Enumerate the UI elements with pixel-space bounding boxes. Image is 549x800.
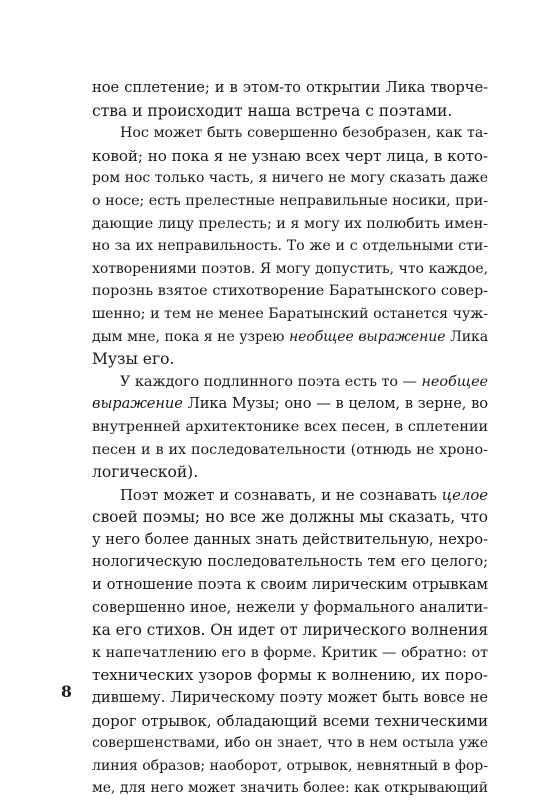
text-line	[92, 371, 488, 394]
text-segment: дорог отрывок, обладающий всеми техническими	[92, 711, 488, 730]
text-segment: но за их неправильность. То же и с отдельными сти-	[92, 238, 488, 255]
text-segment: внутренней архитектонике всех песен, в сплетении	[92, 418, 488, 435]
text-line	[92, 755, 488, 778]
text-line	[92, 235, 488, 258]
text-line	[92, 484, 488, 507]
text-segment: хотворениями поэтов. Я могу допустить, что каждое,	[92, 260, 488, 277]
text-line	[92, 190, 488, 213]
text-segment: ное сплетение; и в этом-то открытии Лика творче-	[92, 79, 488, 96]
text-line	[92, 303, 488, 326]
text-segment: дающие лицу прелесть; и я могу их полюбить имен-	[92, 215, 488, 232]
text-line	[92, 167, 488, 190]
text-line	[92, 687, 488, 710]
text-line	[92, 777, 488, 800]
text-line	[92, 439, 488, 462]
italic-text: необщее	[421, 373, 488, 390]
text-line	[92, 461, 488, 484]
text-segment: о носе; есть прелестные неправильные носики, при-	[92, 192, 488, 209]
text-line	[92, 326, 488, 349]
page-number: 8	[61, 682, 72, 701]
text-line	[92, 642, 488, 665]
text-line	[92, 506, 488, 529]
text-line	[92, 280, 488, 303]
text-segment: дившему. Лирическому поэту может быть вовсе не	[92, 689, 488, 707]
text-segment: у него более данных знать действительную, нехро-	[92, 530, 488, 548]
text-line	[92, 100, 488, 123]
text-line	[92, 597, 488, 620]
text-line	[92, 416, 488, 439]
text-segment: шенно; и тем не менее Баратынский останется чуж-	[92, 305, 488, 322]
text-segment: ства и происходит наша встреча с поэтами.	[92, 101, 453, 120]
text-line	[92, 664, 488, 687]
text-segment: Музы его.	[92, 350, 175, 369]
text-line	[92, 574, 488, 597]
text-segment: линия образов; наоборот, отрывок, невнятный в фор-	[92, 757, 488, 774]
text-line	[92, 710, 488, 733]
italic-text: целое	[441, 485, 488, 504]
text-line	[92, 393, 488, 416]
text-segment: Поэт может и сознавать, и не сознавать	[120, 485, 442, 504]
text-segment: логической).	[92, 463, 199, 482]
text-segment: и отношение поэта к своим лирическим отрывкам	[92, 576, 488, 594]
text-line	[92, 348, 488, 371]
text-segment: У каждого подлинного поэта есть то —	[120, 373, 422, 390]
text-line	[92, 77, 488, 100]
text-segment: к напечатлению его в форме. Критик — обратно: от	[92, 644, 488, 661]
text-segment: ка его стихов. Он идет от лирического волнения	[92, 621, 488, 640]
text-segment: Нос может быть совершенно безобразен, как та-	[120, 125, 488, 142]
text-line	[92, 122, 488, 145]
text-segment: порознь взятое стихотворение Баратынского совер-	[92, 283, 488, 300]
text-segment: Лика Музы; оно — в целом, в зерне, во	[182, 395, 488, 413]
text-segment: дым мне, пока я не узрею	[92, 328, 289, 345]
text-line	[92, 145, 488, 168]
italic-text: необщее выражение	[289, 328, 446, 345]
text-segment: совершенно иное, нежели у формального аналити-	[92, 598, 488, 616]
text-segment: ме, для него может значить более: как открывающий	[92, 780, 488, 797]
text-segment: песен и в их последовательности (отнюдь не хроно-	[92, 441, 488, 458]
text-segment: Лика	[445, 328, 488, 345]
text-line	[92, 529, 488, 552]
italic-text: выражение	[92, 395, 183, 413]
text-line	[92, 213, 488, 236]
text-segment: нологическую последовательность тем его целого;	[92, 553, 488, 571]
body-text	[92, 77, 488, 800]
text-line	[92, 619, 488, 642]
text-segment: технических узоров формы к волнению, их поро-	[92, 666, 488, 685]
text-segment: совершенствами, ибо он знает, что в нем остыла уже	[92, 735, 488, 752]
text-line	[92, 732, 488, 755]
text-line	[92, 258, 488, 281]
text-line	[92, 551, 488, 574]
text-segment: ковой; но пока я не узнаю всех черт лица, в кото-	[92, 146, 488, 165]
text-segment: своей поэмы; но все же должны мы сказать, что	[92, 508, 488, 527]
text-segment: ром нос только часть, я ничего не могу сказать даже	[92, 170, 488, 187]
